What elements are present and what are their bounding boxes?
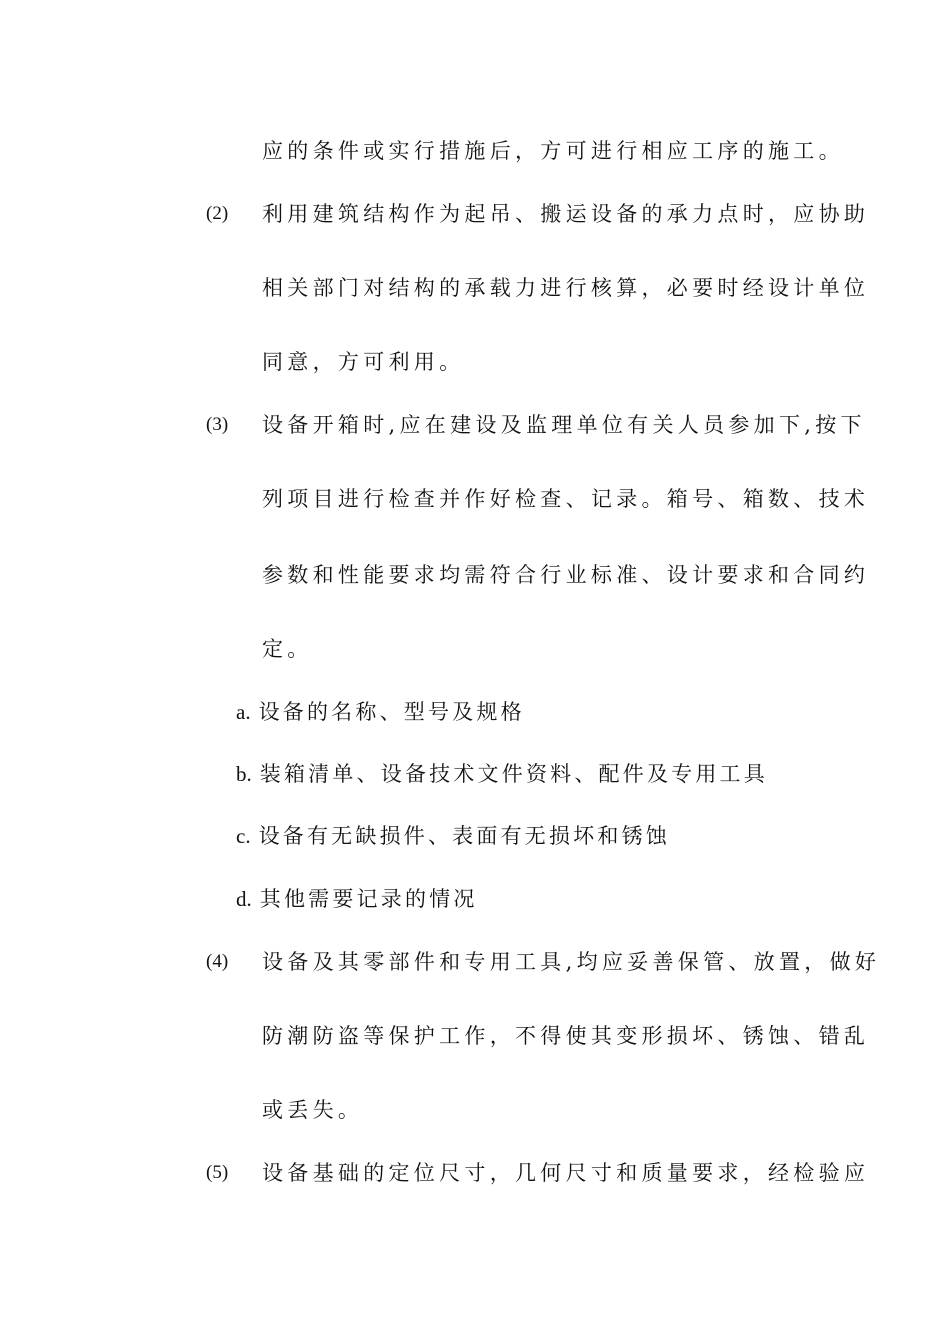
- list-marker: b.: [236, 762, 252, 786]
- text-line: 列项目进行检查并作好检查、记录。箱号、箱数、技术: [262, 487, 870, 511]
- text-line: 同意，方可利用。: [262, 350, 465, 374]
- list-item-text: 设备的名称、型号及规格: [258, 700, 525, 724]
- item-number: (3): [206, 414, 229, 435]
- text-line: 相关部门对结构的承载力进行核算，必要时经设计单位: [262, 276, 870, 300]
- text-line: 利用建筑结构作为起吊、搬运设备的承力点时，应协助: [262, 202, 870, 226]
- text-line: 参数和性能要求均需符合行业标准、设计要求和合同约: [262, 563, 870, 587]
- list-item-text: 设备有无缺损件、表面有无损坏和锈蚀: [258, 824, 670, 848]
- list-item-text: 其他需要记录的情况: [259, 887, 478, 911]
- item-number: (4): [206, 951, 229, 972]
- text-line: 应的条件或实行措施后，方可进行相应工序的施工。: [262, 139, 844, 163]
- list-marker: a.: [236, 700, 251, 724]
- text-line: 设备开箱时,应在建设及监理单位有关人员参加下,按下: [262, 413, 866, 437]
- text-line: 定。: [262, 637, 313, 661]
- text-line: 设备基础的定位尺寸，几何尺寸和质量要求，经检验应: [262, 1161, 870, 1185]
- text-line: 设备及其零部件和专用工具,均应妥善保管、放置，做好: [262, 950, 881, 974]
- item-number: (5): [206, 1162, 229, 1183]
- list-item: [236, 761, 768, 787]
- list-item: [236, 823, 670, 849]
- list-item: [236, 886, 478, 912]
- list-item-text: 装箱清单、设备技术文件资料、配件及专用工具: [259, 762, 768, 786]
- list-marker: d.: [236, 887, 252, 911]
- list-marker: c.: [236, 824, 251, 848]
- text-line: 或丢失。: [262, 1098, 364, 1122]
- text-line: 防潮防盗等保护工作，不得使其变形损坏、锈蚀、错乱: [262, 1024, 870, 1048]
- item-number: (2): [206, 203, 229, 224]
- list-item: [236, 699, 525, 725]
